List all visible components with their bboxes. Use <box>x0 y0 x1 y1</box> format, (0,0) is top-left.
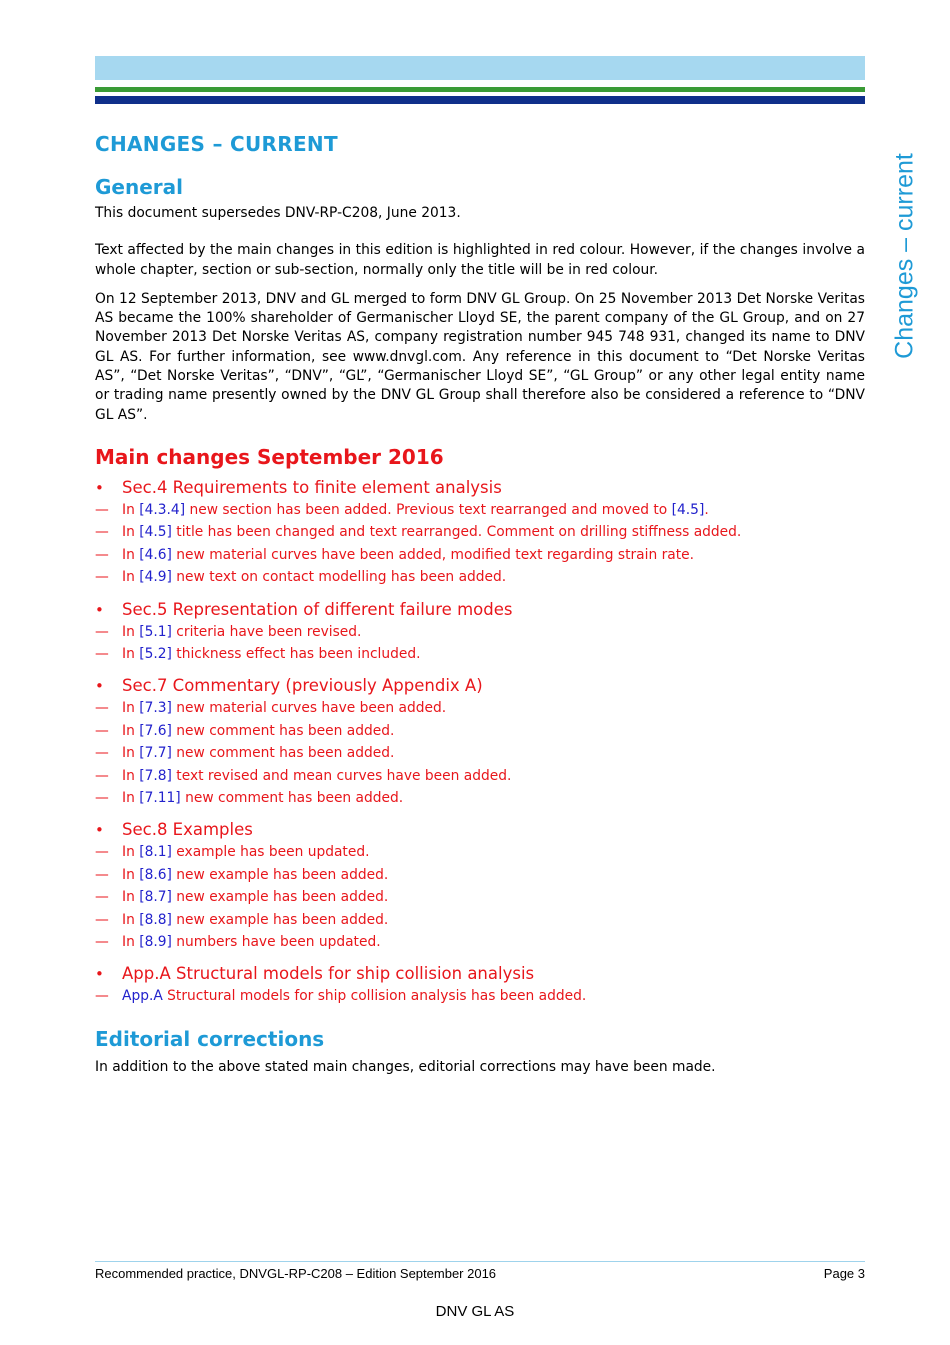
header-band-green <box>95 87 865 92</box>
dash-icon: — <box>95 501 109 518</box>
change-section-title: Sec.7 Commentary (previously Appendix A) <box>122 676 483 696</box>
page-title: CHANGES – CURRENT <box>95 132 338 156</box>
change-item-fragment: new text on contact modelling has been added. <box>171 569 507 586</box>
dash-icon: — <box>95 934 109 951</box>
change-item-fragment: In <box>122 745 140 762</box>
editorial-paragraph: In addition to the above stated main changes, editorial corrections may have been made. <box>95 1058 716 1075</box>
footer-company: DNV GL AS <box>435 1303 515 1320</box>
change-item-text <box>122 643 421 665</box>
change-item-fragment: In <box>122 889 140 906</box>
change-item-fragment: Structural models for ship collision analysis has been added. <box>162 988 587 1005</box>
change-item-fragment: example has been updated. <box>171 844 370 861</box>
change-item-fragment: new comment has been added. <box>180 790 404 807</box>
section-reference-link[interactable]: [4.9] <box>139 569 172 586</box>
change-item-fragment: title has been changed and text rearranged. Comment on drilling stiffness added. <box>171 524 742 541</box>
general-heading: General <box>95 175 183 199</box>
change-item-fragment: new material curves have been added, modified text regarding strain rate. <box>171 546 694 563</box>
change-item <box>95 566 865 588</box>
change-item-fragment: . <box>704 501 709 518</box>
change-item <box>95 521 865 543</box>
dash-icon: — <box>95 866 109 883</box>
change-item <box>95 621 865 643</box>
change-item-text <box>122 697 446 719</box>
section-reference-link[interactable]: [4.3.4] <box>139 501 186 518</box>
change-item-text <box>122 566 506 588</box>
change-item-text <box>122 985 586 1007</box>
dash-icon: — <box>95 911 109 928</box>
change-item <box>95 643 865 665</box>
change-item-fragment: new comment has been added. <box>171 745 395 762</box>
section-reference-link[interactable]: [8.6] <box>139 866 172 883</box>
section-reference-link[interactable]: [7.8] <box>139 767 172 784</box>
change-item <box>95 742 865 764</box>
section-reference-link[interactable]: [5.1] <box>139 623 172 640</box>
change-item <box>95 720 865 742</box>
section-reference-link[interactable]: [8.7] <box>139 889 172 906</box>
change-item-fragment: new example has been added. <box>171 866 389 883</box>
change-item-fragment: new section has been added. Previous text rearranged and moved to <box>185 501 672 518</box>
change-item <box>95 886 865 908</box>
change-item-fragment: criteria have been revised. <box>171 623 362 640</box>
change-item <box>95 697 865 719</box>
section-reference-link[interactable]: [7.7] <box>139 745 172 762</box>
change-item-fragment: In <box>122 623 140 640</box>
section-reference-link[interactable]: App.A <box>122 988 163 1005</box>
main-changes-heading: Main changes September 2016 <box>95 444 444 469</box>
change-item-text <box>122 787 403 809</box>
change-section <box>95 963 865 985</box>
change-item <box>95 544 865 566</box>
change-item-text <box>122 886 388 908</box>
change-item-fragment: new material curves have been added. <box>171 700 447 717</box>
change-item-fragment: In <box>122 524 140 541</box>
change-section-title: Sec.4 Requirements to finite element analysis <box>122 477 502 497</box>
dash-icon: — <box>95 844 109 861</box>
change-item <box>95 909 865 931</box>
change-item-text <box>122 931 381 953</box>
dash-icon: — <box>95 988 109 1005</box>
bullet-icon: • <box>95 677 104 696</box>
change-item-text <box>122 499 709 521</box>
dash-icon: — <box>95 722 109 739</box>
change-item <box>95 787 865 809</box>
change-item-fragment: new comment has been added. <box>171 722 395 739</box>
change-item-fragment: numbers have been updated. <box>171 934 381 951</box>
change-section <box>95 675 865 697</box>
change-item-fragment: In <box>122 646 140 662</box>
section-reference-link[interactable]: [5.2] <box>139 646 172 662</box>
change-item-text <box>122 864 388 886</box>
side-tab <box>883 138 927 374</box>
bullet-icon: • <box>95 600 104 619</box>
section-reference-link[interactable]: [7.11] <box>139 790 181 807</box>
change-item <box>95 985 865 1007</box>
change-item-fragment: In <box>122 722 140 739</box>
change-item-fragment: In <box>122 844 140 861</box>
section-reference-link[interactable]: [4.5] <box>671 501 705 518</box>
header-band-navy <box>95 96 865 104</box>
section-reference-link[interactable]: [8.1] <box>139 844 172 861</box>
section-reference-link[interactable]: [4.5] <box>139 524 172 541</box>
change-item-text <box>122 742 394 764</box>
section-reference-link[interactable]: [8.9] <box>139 934 172 951</box>
footer-document-info: Recommended practice, DNVGL-RP-C208 – Edition September 2016 <box>95 1266 497 1281</box>
change-item-text <box>122 544 694 566</box>
change-item-fragment: thickness effect has been included. <box>171 646 421 662</box>
change-item-fragment: In <box>122 767 140 784</box>
general-paragraph-1: This document supersedes DNV-RP-C208, June 2013. <box>95 205 461 221</box>
change-item-fragment: In <box>122 790 140 807</box>
header-band-light <box>95 56 865 80</box>
dash-icon: — <box>95 546 109 563</box>
general-paragraph-3: On 12 September 2013, DNV and GL merged to form DNV GL Group. On 25 November 2013 Det Norske Veritas AS became the 100% shareholder of Germanischer Lloyd SE, the parent company of the GL Group, and on 27 November 2013 Det Norske Veritas AS, company registration number 945 748 931, changed its name to DNV GL AS. For further information, see www.dnvgl.com. Any reference in this document to “Det Norske Veritas AS”, “Det Norske Veritas”, “DNV”, “GL”, “Germanischer Lloyd SE”, “GL Group” or any other legal entity name or trading name presently owned by the DNV GL Group shall therefore also be considered a reference to “DNV GL AS”. <box>95 290 865 423</box>
dash-icon: — <box>95 569 109 586</box>
side-tab-label: Changes – current <box>890 153 919 359</box>
general-paragraph-2: Text affected by the main changes in this edition is highlighted in red colour. However, if the changes involve a whole chapter, section or sub-section, normally only the title will be in red colour. <box>95 242 865 278</box>
change-item-fragment: In <box>122 569 140 586</box>
change-item-fragment: In <box>122 546 140 563</box>
section-reference-link[interactable]: [4.6] <box>139 546 172 563</box>
section-reference-link[interactable]: [7.3] <box>139 700 172 717</box>
dash-icon: — <box>95 790 109 807</box>
change-section-title: Sec.8 Examples <box>122 820 253 840</box>
change-item-text <box>122 909 388 931</box>
change-item <box>95 765 865 787</box>
change-item-fragment: In <box>122 934 140 951</box>
change-item <box>95 864 865 886</box>
main-changes-list <box>95 477 865 1008</box>
section-reference-link[interactable]: [8.8] <box>139 911 172 928</box>
dash-icon: — <box>95 646 109 662</box>
change-item-text <box>122 521 741 543</box>
bullet-icon: • <box>95 821 104 840</box>
change-item-text <box>122 765 511 787</box>
change-item-fragment: In <box>122 911 140 928</box>
bullet-icon: • <box>95 965 104 984</box>
dash-icon: — <box>95 700 109 717</box>
change-item-text <box>122 720 394 742</box>
dash-icon: — <box>95 623 109 640</box>
change-section <box>95 599 865 621</box>
change-item-text <box>122 621 361 643</box>
dash-icon: — <box>95 524 109 541</box>
change-item-fragment: In <box>122 866 140 883</box>
dash-icon: — <box>95 889 109 906</box>
change-item-fragment: In <box>122 700 140 717</box>
change-section-title: Sec.5 Representation of different failure modes <box>122 599 513 619</box>
change-item <box>95 499 865 521</box>
change-item-text <box>122 841 369 863</box>
dash-icon: — <box>95 745 109 762</box>
footer-page-number: Page 3 <box>823 1266 865 1281</box>
dash-icon: — <box>95 767 109 784</box>
bullet-icon: • <box>95 478 104 497</box>
page-content <box>95 132 865 1077</box>
change-item-fragment: text revised and mean curves have been added. <box>171 767 512 784</box>
editorial-heading: Editorial corrections <box>95 1026 325 1051</box>
change-section <box>95 477 865 499</box>
change-item <box>95 931 865 953</box>
change-item-fragment: new example has been added. <box>171 911 389 928</box>
change-item-fragment: In <box>122 501 140 518</box>
change-section <box>95 819 865 841</box>
section-reference-link[interactable]: [7.6] <box>139 722 172 739</box>
change-section-title: App.A Structural models for ship collision analysis <box>122 964 535 984</box>
footer-divider <box>95 1261 865 1262</box>
change-item <box>95 841 865 863</box>
change-item-fragment: new example has been added. <box>171 889 389 906</box>
